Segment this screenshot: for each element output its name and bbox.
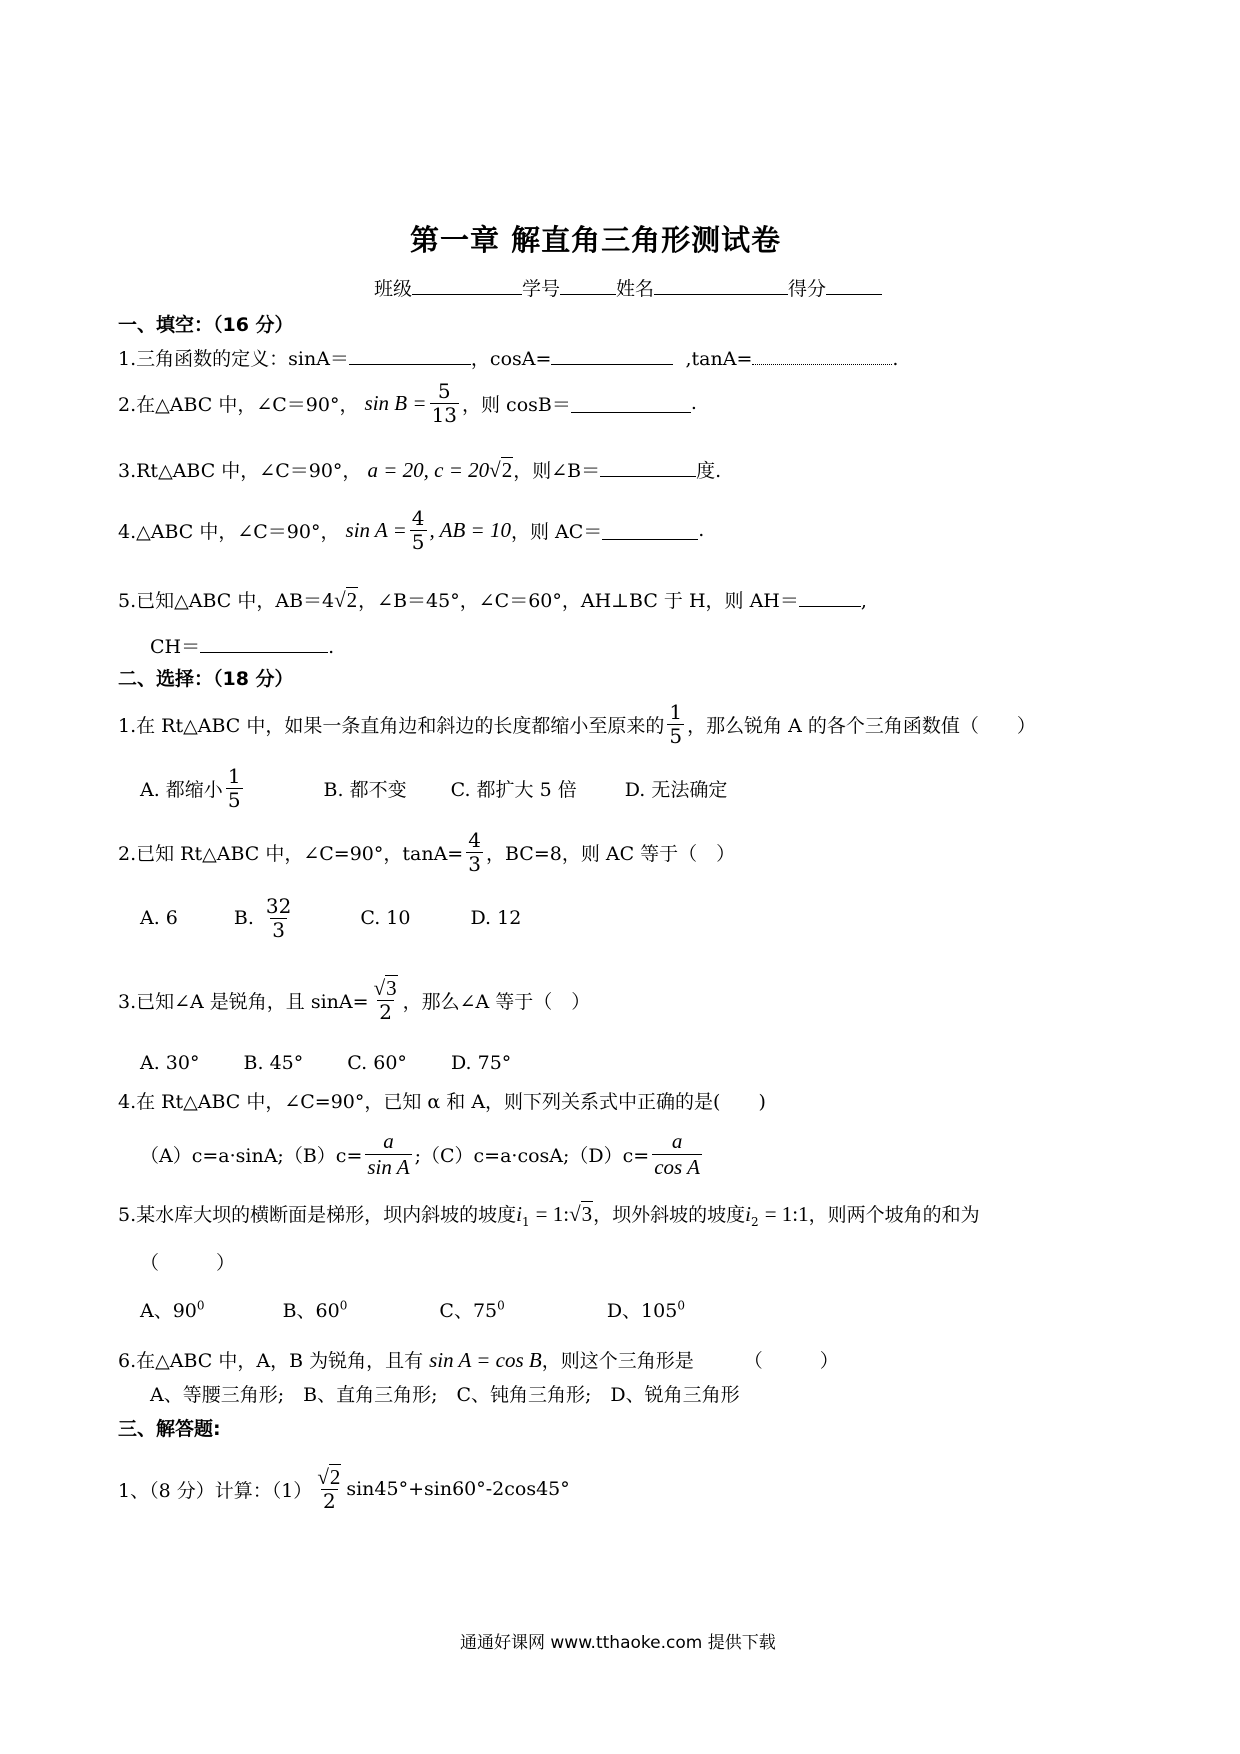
- s2-q2-text: 2.已知 Rt△ABC 中，∠C=90°，tanA=: [118, 842, 464, 865]
- sqrt-radicand: 2: [501, 458, 513, 482]
- s1-q1-blank-sin[interactable]: [349, 346, 471, 365]
- s1-q5-comma: ,: [860, 590, 867, 612]
- s2-q3-options: [140, 1052, 511, 1074]
- opt-text: B、60: [282, 1300, 340, 1322]
- s2-q5-text: 5.某水库大坝的横断面是梯形，坝内斜坡的坡度: [118, 1204, 517, 1226]
- s2-q2-optB-fraction: [264, 895, 293, 942]
- s2-q1-option-a[interactable]: A. 都缩小: [140, 778, 223, 801]
- s2-q3-option-c[interactable]: C. 60°: [347, 1052, 407, 1074]
- s1-q1-text-cos: ，cosA=: [470, 348, 552, 370]
- s2-q4-options-cd[interactable]: ;（C）c=a·cosA;（D）c=: [414, 1144, 650, 1167]
- number-blank[interactable]: [560, 276, 616, 295]
- frac-den: 13: [431, 402, 458, 427]
- s2-q6-paren: （ ）: [743, 1350, 839, 1372]
- s2-q1-option-d[interactable]: D. 无法确定: [624, 778, 728, 801]
- i2-symbol: i: [745, 1202, 751, 1226]
- s2-q2: [118, 822, 735, 882]
- s2-q5-option-a[interactable]: [140, 1300, 205, 1322]
- opt-text: C、75: [439, 1300, 498, 1322]
- s1-q5-line2: [150, 632, 334, 659]
- i1-subscript: 1: [521, 1214, 530, 1229]
- s1-q4: [118, 500, 704, 560]
- frac-den: cos A: [654, 1154, 700, 1179]
- s1-q5: [118, 586, 867, 613]
- s1-q1: [118, 344, 898, 371]
- degree-superscript: 0: [196, 1298, 205, 1313]
- s1-q3-expr: a = 20, c = 20: [367, 458, 490, 482]
- s2-q3-text: 3.已知∠A 是锐角，且 sinA=: [118, 990, 369, 1013]
- s2-q2-options: [140, 886, 521, 950]
- s2-q6-text2: ，则这个三角形是: [541, 1350, 694, 1372]
- frac-den: 5: [227, 787, 241, 812]
- s2-q3-fraction: [372, 976, 400, 1024]
- s2-q5-text3: ，则两个坡角的和为: [808, 1204, 980, 1226]
- i2-subscript: 2: [751, 1214, 759, 1229]
- s1-q4-text: 4.△ABC 中，∠C＝90°，: [118, 520, 340, 543]
- s1-q3-blank[interactable]: [600, 458, 696, 477]
- frac-num: 1: [669, 699, 683, 724]
- s2-q1-text: 1.在 Rt△ABC 中，如果一条直角边和斜边的长度都缩小至原来的: [118, 714, 665, 737]
- frac-den: 2: [379, 1000, 392, 1025]
- section3-heading: 三、解答题:: [118, 1418, 221, 1440]
- s1-q3-text: 3.Rt△ABC 中，∠C＝90°，: [118, 460, 362, 482]
- s2-q1-fraction: [667, 701, 684, 748]
- s1-q5-blank-ch[interactable]: [200, 634, 328, 653]
- class-blank[interactable]: [412, 276, 522, 295]
- section1-heading: 一、填空：（16 分）: [118, 314, 294, 336]
- s2-q6-text: 6.在△ABC 中，A，B 为锐角，且有: [118, 1350, 424, 1372]
- s1-q4-ab: , AB = 10: [429, 517, 511, 542]
- sqrt-radicand: 3: [386, 975, 397, 1000]
- s2-q5: [118, 1200, 980, 1229]
- s2-q4-fracD: [652, 1129, 702, 1178]
- s2-q2-fraction: [466, 829, 483, 876]
- s2-q6-options[interactable]: A、等腰三角形; B、直角三角形; C、钝角三角形; D、锐角三角形: [150, 1384, 740, 1406]
- s3-q1-text: 1、（8 分）计算：（1）: [118, 1479, 313, 1502]
- s1-q1-text: 1.三角函数的定义：sinA＝: [118, 348, 349, 370]
- s1-q3: [118, 456, 721, 483]
- sqrt-symbol: √2: [334, 588, 358, 612]
- frac-den: 5: [669, 723, 683, 748]
- s1-q2-text: 2.在△ABC 中，∠C＝90°，: [118, 393, 359, 416]
- frac-num: √3: [373, 975, 397, 1000]
- s1-q5-blank-ah[interactable]: [799, 588, 861, 607]
- frac-num: √2: [317, 1464, 341, 1489]
- s2-q1-options: [140, 758, 727, 818]
- opt-text: A、90: [140, 1300, 197, 1322]
- number-label: 学号: [522, 278, 561, 300]
- s2-q1-optA-fraction: [226, 765, 243, 812]
- s1-q2-blank[interactable]: [571, 394, 691, 413]
- s2-q6: [118, 1346, 839, 1373]
- s2-q2-option-b[interactable]: B.: [233, 907, 254, 929]
- s2-q1-option-c[interactable]: C. 都扩大 5 倍: [450, 778, 577, 801]
- s1-q3-unit: 度.: [696, 460, 722, 482]
- score-label: 得分: [788, 278, 827, 300]
- s2-q4-options: [140, 1124, 705, 1184]
- s1-q1-end: .: [892, 348, 899, 370]
- frac-num: a: [671, 1129, 683, 1154]
- frac-den: 3: [468, 851, 481, 876]
- s2-q3: [118, 968, 590, 1032]
- s2-q4-fracB: [365, 1129, 411, 1178]
- s2-q5-option-b[interactable]: [283, 1300, 348, 1322]
- s1-q5-ch-label: CH＝: [150, 636, 201, 658]
- i1-value: = 1:: [535, 1202, 570, 1226]
- s2-q5-options: [140, 1296, 685, 1323]
- s1-q4-text2: ，则 AC＝: [510, 520, 603, 543]
- score-blank[interactable]: [826, 276, 882, 295]
- s1-q1-blank-tan[interactable]: [752, 346, 892, 365]
- s1-q4-fraction: [410, 507, 427, 554]
- footer-credit: 通通好课网 www.tthaoke.com 提供下载: [460, 1633, 776, 1653]
- frac-den: sin A: [367, 1154, 410, 1179]
- s3-q1-fraction: [315, 1465, 343, 1513]
- s1-q5-text: 5.已知△ABC 中，AB＝4: [118, 590, 335, 612]
- frac-num: 4: [468, 827, 481, 852]
- s3-q1: [118, 1454, 570, 1524]
- s2-q4: [118, 1087, 766, 1114]
- frac-den: 3: [272, 917, 285, 942]
- frac-num: 32: [265, 893, 292, 918]
- degree-superscript: 0: [677, 1298, 685, 1313]
- s2-q3-option-d[interactable]: D. 75°: [450, 1052, 512, 1074]
- s2-q5-option-c[interactable]: [439, 1300, 504, 1322]
- s2-q3-option-b[interactable]: B. 45°: [243, 1052, 304, 1074]
- s1-q2-end: .: [690, 392, 697, 414]
- page-title: 第一章 解直角三角形测试卷: [410, 223, 782, 257]
- frac-num: 4: [411, 505, 425, 530]
- s1-q4-blank[interactable]: [602, 521, 698, 540]
- frac-den: 5: [411, 529, 425, 554]
- sqrt-radicand: 2: [346, 588, 358, 612]
- s2-q2-option-a[interactable]: A. 6: [140, 907, 178, 929]
- s1-q2-text2: ，则 cosB＝: [462, 393, 571, 416]
- degree-superscript: 0: [497, 1298, 505, 1313]
- sqrt-radicand: 2: [329, 1464, 341, 1489]
- frac-num: 5: [437, 378, 451, 403]
- s2-q5-text2: ，坝外斜坡的坡度: [593, 1204, 746, 1226]
- class-label: 班级: [374, 278, 413, 300]
- s1-q2: [118, 373, 697, 433]
- opt-text: D、105: [606, 1300, 678, 1322]
- i2-value: = 1:1: [764, 1202, 809, 1226]
- frac-den: 2: [322, 1489, 336, 1514]
- s1-q4-end: .: [698, 519, 705, 541]
- s1-q2-sinb: sin B =: [364, 390, 427, 415]
- s2-q2-option-d[interactable]: D. 12: [470, 907, 522, 929]
- s2-q5-option-d[interactable]: [607, 1300, 685, 1322]
- s2-q1: [118, 694, 1036, 754]
- frac-num: 1: [227, 763, 241, 788]
- s1-q4-sina: sin A =: [345, 517, 407, 542]
- s2-q3-option-a[interactable]: A. 30°: [140, 1052, 200, 1074]
- s2-q1-option-b[interactable]: B. 都不变: [323, 778, 407, 801]
- s1-q5-text2: ，∠B＝45°，∠C＝60°，AH⊥BC 于 H，则 AH＝: [358, 590, 799, 612]
- s3-q1-expression: sin45°+sin60°-2cos45°: [346, 1478, 570, 1500]
- sqrt-symbol: √2: [489, 458, 513, 482]
- s2-q2-option-c[interactable]: C. 10: [360, 907, 411, 929]
- s2-q4-text: 4.在 Rt△ABC 中，∠C=90°，已知 α 和 A，则下列关系式中正确的是( ): [118, 1091, 766, 1113]
- sqrt-symbol: √3: [569, 1202, 593, 1226]
- s1-q1-text-tan: ,tanA=: [685, 348, 753, 370]
- s1-q5-end: .: [328, 636, 335, 658]
- name-label: 姓名: [616, 278, 655, 300]
- i1-symbol: i: [516, 1202, 522, 1226]
- sqrt-radicand: 3: [581, 1202, 593, 1226]
- section2-heading: 二、选择：（18 分）: [118, 668, 294, 690]
- s1-q3-text2: ，则∠B＝: [513, 460, 601, 482]
- degree-superscript: 0: [339, 1298, 348, 1313]
- student-info-line: [374, 274, 882, 301]
- s2-q1-text2: ，那么锐角 A 的各个三角函数值（ ）: [687, 714, 1036, 737]
- frac-num: a: [383, 1129, 394, 1154]
- s1-q2-fraction: [430, 380, 459, 427]
- s2-q5-paren: （ ）: [140, 1252, 236, 1274]
- name-blank[interactable]: [654, 276, 788, 295]
- s1-q1-blank-cos[interactable]: [551, 346, 673, 365]
- s2-q4-options-ab[interactable]: （A）c=a·sinA;（B）c=: [140, 1144, 363, 1167]
- s2-q6-expr: sin A = cos B: [429, 1348, 542, 1372]
- s2-q3-text2: ，那么∠A 等于（ ）: [402, 990, 591, 1013]
- s2-q2-text2: ，BC=8，则 AC 等于（ ）: [485, 842, 736, 865]
